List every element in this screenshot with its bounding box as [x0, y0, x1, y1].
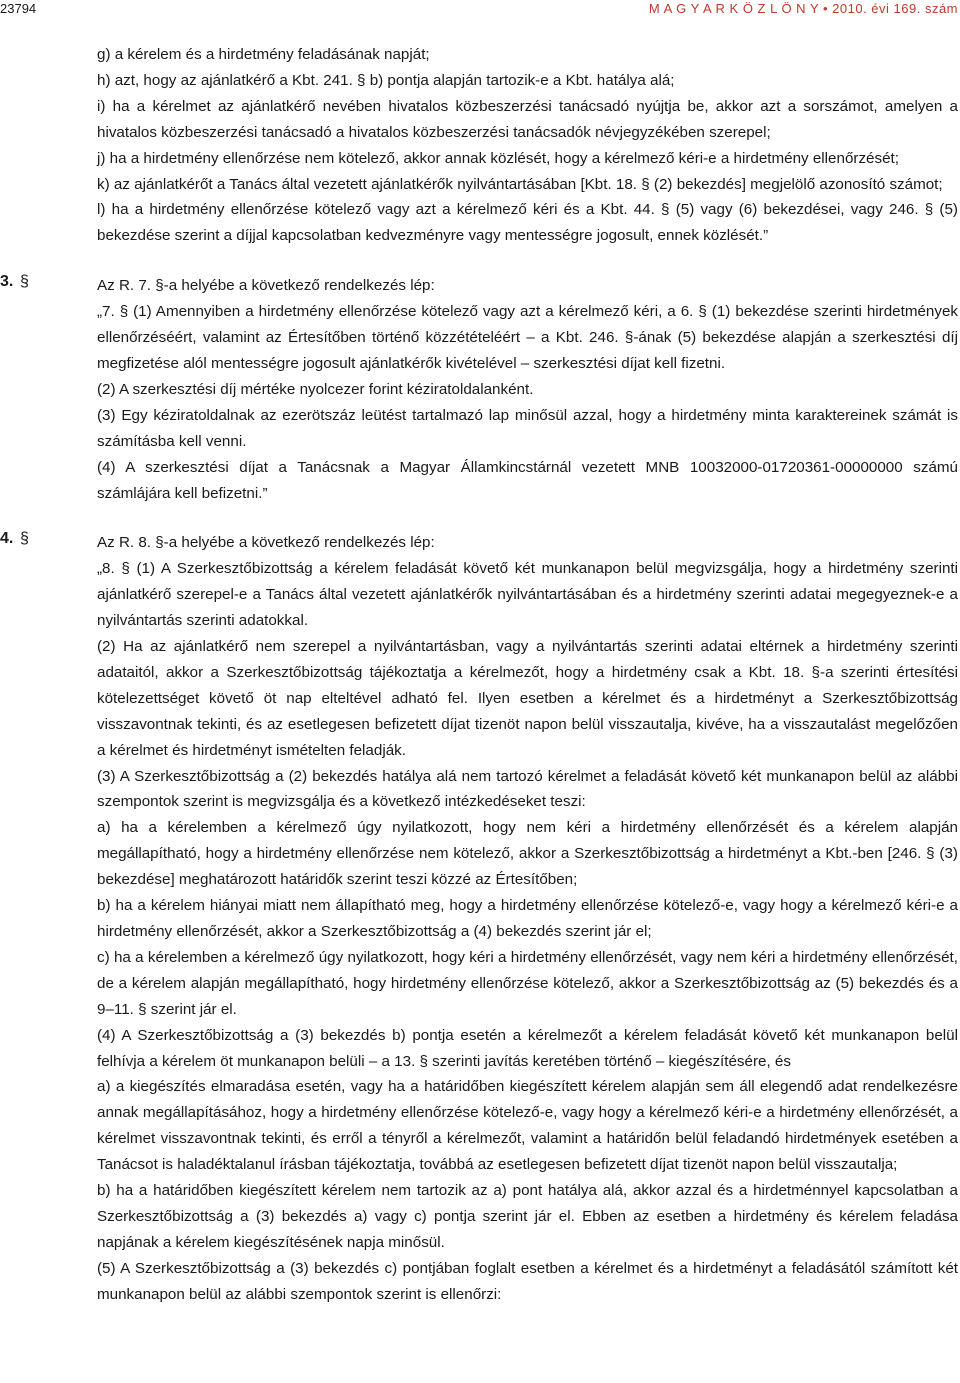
section-paragraph: (4) A szerkesztési díjat a Tanácsnak a Magyar Államkincstárnál vezetett MNB 10032000-01720361-00000000 számú számlájára kell befizetni.”	[97, 458, 958, 502]
section-paragraph: (3) Egy kéziratoldalnak az ezerötszáz leütést tartalmazó lap minősül azzal, hogy a hirdetmény minta karaktereinek számát is számításba kell venni.	[97, 406, 958, 450]
document-body	[0, 42, 960, 1308]
list-item-h: h) azt, hogy az ajánlatkérő a Kbt. 241. § b) pontja alapján tartozik-e a Kbt. hatálya alá;	[97, 71, 675, 89]
section-heading: Az R. 7. §-a helyébe a következő rendelkezés lép:	[97, 277, 435, 295]
section-paragraph: (2) Ha az ajánlatkérő nem szerepel a nyilvántartásban, vagy a nyilvántartás szerinti adatai eltérnek a hirdetmény szerinti adataitól, akkor a Szerkesztőbizottság tájékoztatja a kérelmezőt, hogy a hirdetmény csak a Kbt. 18. §-a szerinti értesítési kötelezettséget követő öt nap elteltével adható fel. Ilyen esetben a kérelmet és a hirdetményt a Szerkesztőbizottság visszavontnak tekinti, és az esetlegesen befizetett díjat tizenöt napon belül visszautalja, kivéve, ha a visszautalást megelőzően a kérelmet és hirdetményt ismételten feladják.	[97, 638, 958, 759]
section-paragraph: a) ha a kérelemben a kérelmező úgy nyilatkozott, hogy nem kéri a hirdetmény ellenőrzését és a kérelem alapján megállapítható, hogy a hirdetmény ellenőrzése nem kötelező, akkor a Szerkesztőbizottság a hirdetményt a Kbt.-ben [246. § (3) bekezdése] meghatározott határidők szerint teszi közzé az Értesítőben;	[97, 819, 958, 889]
section-paragraph: b) ha a kérelem hiányai miatt nem állapítható meg, hogy a hirdetmény ellenőrzése kötelező-e, vagy hogy a kérelmező kéri-e a hirdetmény ellenőrzését, akkor a Szerkesztőbizottság a (4) bekezdés szerint jár el;	[97, 897, 958, 940]
list-item-g: g) a kérelem és a hirdetmény feladásának napját;	[97, 46, 430, 63]
list-item-j: j) ha a hirdetmény ellenőrzése nem kötelező, akkor annak közlését, hogy a kérelmező kéri-e a hirdetmény ellenőrzését;	[97, 149, 899, 167]
section-paragraph: „8. § (1) A Szerkesztőbizottság a kérelem feladását követő két munkanapon belül megvizsgálja, hogy a hirdetmény szerinti ajánlatkérő szerepel-e a Tanács által vezetett ajánlatkérők nyilvántartásában és a hirdetmény szerinti adatai megegyeznek-e a nyilvántartás szerinti adatokkal.	[97, 560, 958, 630]
list-item-l: l) ha a hirdetmény ellenőrzése kötelező vagy azt a kérelmező kéri és a Kbt. 44. § (5) vagy (6) bekezdései, vagy 246. § (5) bekezdése szerint a díjjal kapcsolatban kedvezményre vagy mentességre jogosult, ennek közlését.”	[97, 201, 958, 245]
section-number: 4.	[0, 530, 14, 548]
section-paragraph: a) a kiegészítés elmaradása esetén, vagy ha a határidőben kiegészített kérelem alapján sem áll elegendő adat rendelkezésre annak megállapításához, hogy a hirdetmény ellenőrzése kötelező-e, vagy hogy a kérelmező kéri-e a hirdetmény ellenőrzését, a kérelmet visszavontnak tekinti, és erről a tényről a kérelmezőt, valamint a határidőn belül feladandó hirdetmények esetében a Tanácsot is haladéktalanul írásban tájékoztatja, továbbá az esetlegesen befizetett díjat tizenöt napon belül visszautalja;	[97, 1078, 958, 1174]
list-item-i: i) ha a kérelmet az ajánlatkérő nevében hivatalos közbeszerzési tanácsadó nyújtja be, akkor azt a sorszámot, amelyen a hivatalos közbeszerzési tanácsadó a hivatalos közbeszerzési tanácsadók névjegyzékében szerepel;	[97, 97, 958, 141]
section-paragraph: (2) A szerkesztési díj mértéke nyolcezer forint kéziratoldalanként.	[97, 380, 534, 398]
section-paragraph: (3) A Szerkesztőbizottság a (2) bekezdés hatálya alá nem tartozó kérelmet a feladását követő két munkanapon belül az alábbi szempontok szerint is megvizsgálja és a következő intézkedéseket teszi:	[97, 767, 958, 811]
section-paragraph: (4) A Szerkesztőbizottság a (3) bekezdés b) pontja esetén a kérelmezőt a kérelem feladását követő két munkanapon belül felhívja a kérelem öt munkanapon belüli – a 13. § szerinti javítás keretében történő – kiegészítésére, és	[97, 1026, 958, 1070]
page-header	[0, 0, 960, 24]
section-3	[0, 273, 960, 506]
section-number: 3.	[0, 273, 14, 291]
section-4	[0, 530, 960, 1307]
section-paragraph: „7. § (1) Amennyiben a hirdetmény ellenőrzése kötelező vagy azt a kérelmező kéri, a 6. § (1) bekezdése szerinti hirdetmények ellenőrzéséért, valamint az Értesítőben történő közzétételéért – a Kbt. 246. §-ának (5) bekezdése alapján a szerkesztési díj megfizetése alól mentességre jogosult ajánlatkérők kivételével – szerkesztési díjat kell fizetni.	[97, 303, 958, 372]
page-number: 23794	[0, 1, 37, 16]
section-paragraph: b) ha a határidőben kiegészített kérelem nem tartozik az a) pont hatálya alá, akkor azzal és a hirdetménnyel kapcsolatban a Szerkesztőbizottság a (3) bekezdés a) vagy c) pontja szerint jár el. Ebben az esetben a hirdetmény és kérelem feladása napjának a kérelem kiegészítésének napja minősül.	[97, 1182, 958, 1251]
running-head: M A G Y A R K Ö Z L Ö N Y • 2010. évi 169. szám	[648, 1, 958, 16]
section-mark: §	[20, 530, 29, 548]
section-mark: §	[20, 273, 29, 291]
section-paragraph: (5) A Szerkesztőbizottság a (3) bekezdés c) pontjában foglalt esetben a kérelmet és a hirdetményt a feladásától számított két munkanapon belül az alábbi szempontok szerint is ellenőrzi:	[97, 1259, 958, 1303]
section-heading: Az R. 8. §-a helyébe a következő rendelkezés lép:	[97, 534, 435, 552]
section-paragraph: c) ha a kérelemben a kérelmező úgy nyilatkozott, hogy kéri a hirdetmény ellenőrzését, vagy nem kéri a hirdetmény ellenőrzését, de a kérelem alapján megállapítható, hogy hirdetmény ellenőrzése kötelező, akkor a Szerkesztőbizottság az (5) bekezdés és a 9–11. § szerint jár el.	[97, 948, 958, 1018]
list-item-k: k) az ajánlatkérőt a Tanács által vezetett ajánlatkérők nyilvántartásában [Kbt. 18. § (2) bekezdés] megjelölő azonosító számot;	[97, 175, 943, 193]
intro-list	[0, 42, 960, 249]
